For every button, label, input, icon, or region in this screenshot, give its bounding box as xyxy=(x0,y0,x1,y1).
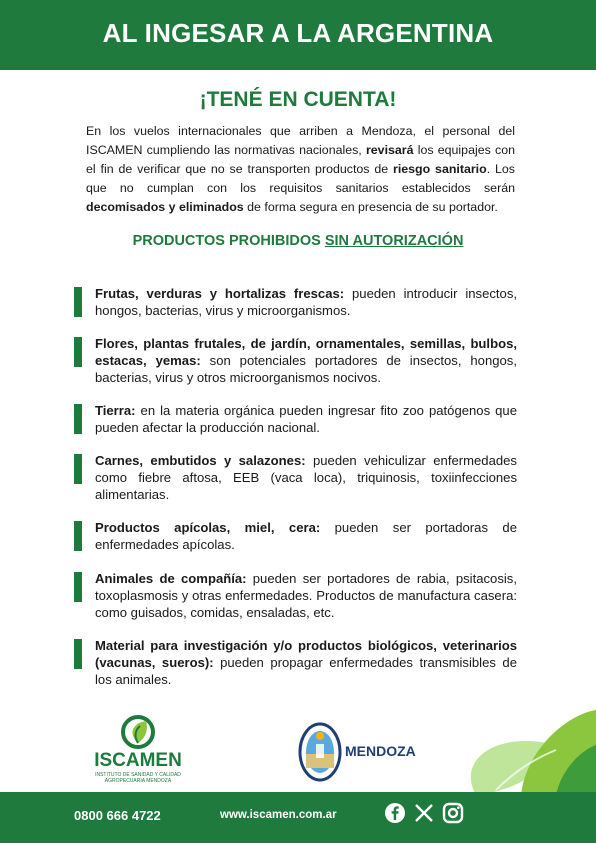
item-description: pueden ser portadores de rabia, psitacosis, toxoplasmosis y otras enfermedades. Productos de manufactura casera: como guisados, comidas, ensaladas, etc. xyxy=(95,571,517,620)
intro-text-4: de forma segura en presencia de su portador. xyxy=(243,200,498,214)
list-item xyxy=(74,402,517,436)
bullet-bar xyxy=(74,337,82,367)
section-heading xyxy=(0,233,596,249)
leaves-decoration xyxy=(436,690,596,795)
item-description: pueden propagar enfermedades transmisibles de los animales. xyxy=(95,655,517,687)
list-item xyxy=(74,285,517,319)
instagram-icon[interactable] xyxy=(442,802,464,824)
intro-bold-3: decomisados y eliminados xyxy=(86,200,244,214)
item-description: pueden introducir insectos, hongos, bacterias, virus y microorganismos. xyxy=(95,286,518,318)
mendoza-name: MENDOZA xyxy=(345,743,416,759)
item-description: en la materia orgánica pueden ingresar fito zoo patógenos que pueden afectar la producción nacional. xyxy=(95,403,517,435)
section-heading-main: PRODUCTOS PROHIBIDOS xyxy=(132,233,321,249)
item-title: Productos apícolas, miel, cera: xyxy=(95,520,321,535)
mendoza-logo xyxy=(298,722,428,782)
iscamen-name: ISCAMEN xyxy=(94,750,182,771)
intro-bold-2: riesgo sanitario xyxy=(393,162,487,176)
list-item xyxy=(74,637,517,688)
website-link[interactable]: www.iscamen.com.ar xyxy=(220,809,337,821)
intro-bold-1: revisará xyxy=(365,143,414,157)
facebook-icon[interactable] xyxy=(384,802,406,824)
list-item xyxy=(74,452,517,503)
section-heading-underlined: SIN AUTORIZACIÓN xyxy=(324,233,464,249)
item-description: pueden vehiculizar enfermedades como fiebre aftosa, EEB (vaca loca), triquinosis, toxiinfecciones alimentarias. xyxy=(95,453,517,502)
header-banner xyxy=(0,0,596,70)
item-title: Frutas, verduras y hortalizas frescas: xyxy=(95,286,345,301)
bullet-bar xyxy=(74,572,82,602)
item-title: Animales de compañía: xyxy=(95,571,247,586)
bullet-bar xyxy=(74,287,82,317)
list-item xyxy=(74,519,517,553)
item-title: Tierra: xyxy=(95,403,136,418)
footer-bar xyxy=(0,792,596,843)
item-description: pueden ser portadoras de enfermedades apícolas. xyxy=(95,520,517,552)
bullet-bar xyxy=(74,454,82,484)
bullet-bar xyxy=(74,639,82,669)
item-title: Flores, plantas frutales, de jardín, ornamentales, semillas, bulbos, estacas, yemas: xyxy=(95,336,517,368)
x-icon[interactable] xyxy=(413,802,435,824)
intro-paragraph xyxy=(86,122,515,217)
header-title: AL INGESAR A LA ARGENTINA xyxy=(102,18,494,48)
item-title: Material para investigación y/o productos biológicos, veterinarios (vacunas, sueros): xyxy=(95,638,517,670)
subtitle: ¡TENÉ EN CUENTA! xyxy=(199,88,397,111)
provincial-seal-icon xyxy=(298,722,342,782)
bullet-bar xyxy=(74,404,82,434)
leaf-logo-icon xyxy=(88,712,188,752)
list-item xyxy=(74,335,517,386)
phone-number[interactable]: 0800 666 4722 xyxy=(74,808,161,823)
intro-text-3: . Los que no cumplan con los requisitos sanitarios establecidos serán xyxy=(86,162,515,195)
iscamen-logo xyxy=(88,712,188,787)
item-description: son potenciales portadores de insectos, hongos, bacterias, virus y otros microorganismos nocivos. xyxy=(95,353,517,385)
item-title: Carnes, embutidos y salazones: xyxy=(95,453,306,468)
intro-text-2: los equipajes con el fin de verificar que no se transporten productos de xyxy=(86,143,515,176)
list-item xyxy=(74,570,517,621)
intro-text-1: En los vuelos internacionales que arriben a Mendoza, el personal del ISCAMEN cumpliendo las normativas nacionales, xyxy=(86,124,515,157)
bullet-bar xyxy=(74,521,82,551)
iscamen-subtitle: INSTITUTO DE SANIDAD Y CALIDAD AGROPECUARIA MENDOZA xyxy=(95,772,181,784)
